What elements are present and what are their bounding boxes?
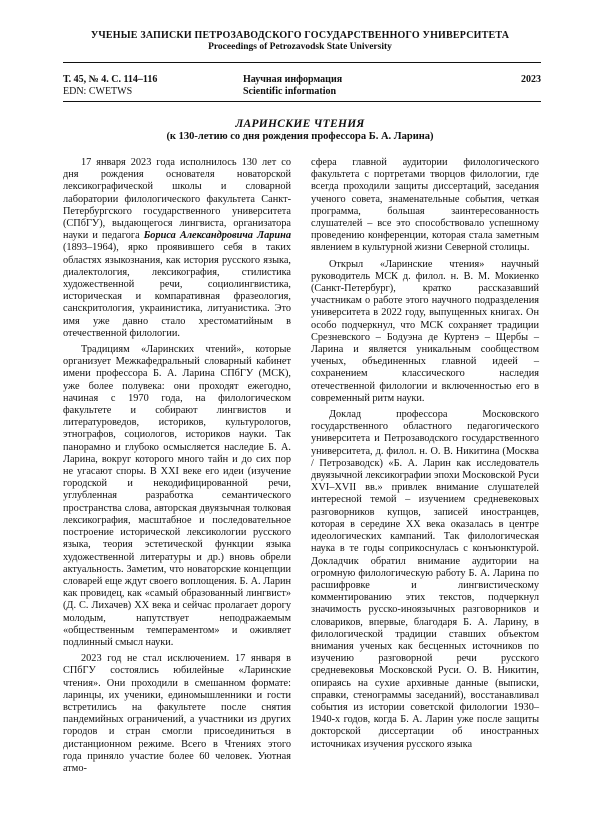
meta-rule bbox=[63, 101, 541, 102]
year: 2023 bbox=[521, 74, 541, 85]
volume-info: Т. 45, № 4. С. 114–116 bbox=[63, 74, 158, 85]
section-en: Scientific information bbox=[243, 86, 337, 97]
article-title: ЛАРИНСКИЕ ЧТЕНИЯ bbox=[235, 118, 365, 130]
paragraph-opening: Открыл «Ларинские чтения» научный руководитель МСК д. филол. н. В. М. Мокиенко (Санкт-Петербург), кратко рассказавший участникам о работе этого научного подразделения университета в 2022 году, выпущенных книгах. Он особо подчеркнул, что МСК сохраняет традиции Срезневского – Бодуэна де Куртенэ – Щербы – Ларина и является уникальным сообществом ученых, объединенных главной идеей – сохранением классического наследия отечественной филологии и включенностью его в современный ритм науки. bbox=[311, 258, 539, 404]
edn-id: EDN: CWETWS bbox=[63, 86, 133, 97]
paragraph-intro bbox=[63, 157, 291, 340]
section-ru: Научная информация bbox=[243, 74, 343, 85]
article-subtitle: (к 130-летию со дня рождения профессора Б. А. Ларина) bbox=[166, 131, 434, 142]
journal-header bbox=[0, 30, 600, 52]
journal-name-en: Proceedings of Petrozavodsk State University bbox=[208, 42, 392, 52]
paragraph-2023: 2023 год не стал исключением. 17 января в СПбГУ состоялись юбилейные «Ларинские чтения». Они проходили в смешанном формате: ларинцы, их ученики, единомышленники и гости встретились на факультете после снятия пандемийных ограничений, а участники из других городов и стран смогли присоединиться в дистанционном режиме. Всего в Чтениях этого года приняло участие более 60 человек. Уютная атмо- bbox=[63, 653, 291, 774]
paragraph-traditions: Традициям «Ларинских чтений», которые организует Межкафедральный словарный кабинет имени профессора Б. А. Ларина СПбГУ (МСК), уже более полувека: они проходят ежегодно, начиная с 1970 года, на филологическом факультете и собирают лингвистов и литературоведов, историков, культурологов, этнографов, социологов, историков науки. Так панорамно и глубоко осмысляется наследие Б. А. Ларина, вокруг которого много тайн и до сих пор не угасают споры. В XXI веке его идеи (изучение городской и некодифицированной речи, углубленная разработка семантического пространства слова, авторская двуязычная толковая лексикография, масштабное и последовательное построение исторической лексикологии русского языка, теория эстетической функции языка художественной литературы и др.) вновь обрели актуальность. Заметим, что новаторские концепции словарей еще ждут своего воплощения. Б. А. Ларин как провидец, как «самый образованный лингвист» (Д. С. Лихачев) XX века и сейчас пролагает дорогу молодым, напутствует неподражаемым «общественным темпераментом» и оживляет подлинный смысл науки. bbox=[63, 344, 291, 648]
right-column bbox=[311, 157, 539, 751]
person-name-larin: Бориса Александровича Ларина bbox=[143, 230, 291, 242]
intro-text-a: 17 января 2023 года исполнилось 130 лет со дня рождения основателя новаторской лексикографической школы и словарной лаборатории филологического факультета Санкт-Петербургского государственного университета (СПбГУ), выдающегося лингвиста, организатора науки и педагога bbox=[63, 157, 291, 242]
intro-text-b: (1893–1964), ярко проявившего себя в таких областях языкознания, как история русского языка, диалектология, лексикография, стилистика художественной речи, социолингвистика, историческая и компаративная фразеология, санскритология, украинистика, литуанистика. Это имя уже давно стало хрестоматийным в отечественной филологии. bbox=[63, 242, 291, 339]
journal-name-ru: УЧЕНЫЕ ЗАПИСКИ ПЕТРОЗАВОДСКОГО ГОСУДАРСТВЕННОГО УНИВЕРСИТЕТА bbox=[90, 30, 510, 41]
left-column bbox=[63, 157, 291, 775]
header-rule bbox=[63, 62, 541, 63]
paragraph-report: Доклад профессора Московского государственного областного педагогического университета и Петрозаводского государственного университета, д. филол. н. О. В. Никитина (Москва / Петрозаводск) «Б. А. Ларин как исследователь двуязычной лексикографии эпохи Московской Руси XVI–XVII вв.» привлек внимание слушателей интересной темой – изучением средневековых разговорников купцов, записей иностранцев, которая в середине XX века оказалась в центре идеологических кампаний. Так филологическая наука в те годы соприкоснулась с конъюнктурой. Докладчик обратил внимание аудитории на огромную филологическую работу Б. А. Ларина по расшифровке и лингвистическому комментированию этих текстов, подчеркнул значимость русско-иноязычных разговорников и словариков, впервые, благодаря Б. А. Ларину, в филологической традиции ставших объектом внимания ученых как бесценных источников по изучению разговорной речи русского средневековья Московской Руси. О. В. Никитин, опираясь на сухие архивные данные (выписки, справки, стенограммы заседаний), восстанавливал события из истории советской филологии 1930–1940-х годов, когда Б. А. Ларин уже после защиты докторской диссертации об иностранных источниках изучения русского языка bbox=[311, 409, 539, 750]
paragraph-atmosphere: сфера главной аудитории филологического факультета с портретами творцов филологии, где всегда проходили защиты диссертаций, заседания ученого совета, знаменательные события, четкая программа, большая заинтересованность слушателей – все это способствовало успешному проведению конференции, которая стала заметным явлением в культурной жизни Северной столицы. bbox=[311, 157, 539, 254]
